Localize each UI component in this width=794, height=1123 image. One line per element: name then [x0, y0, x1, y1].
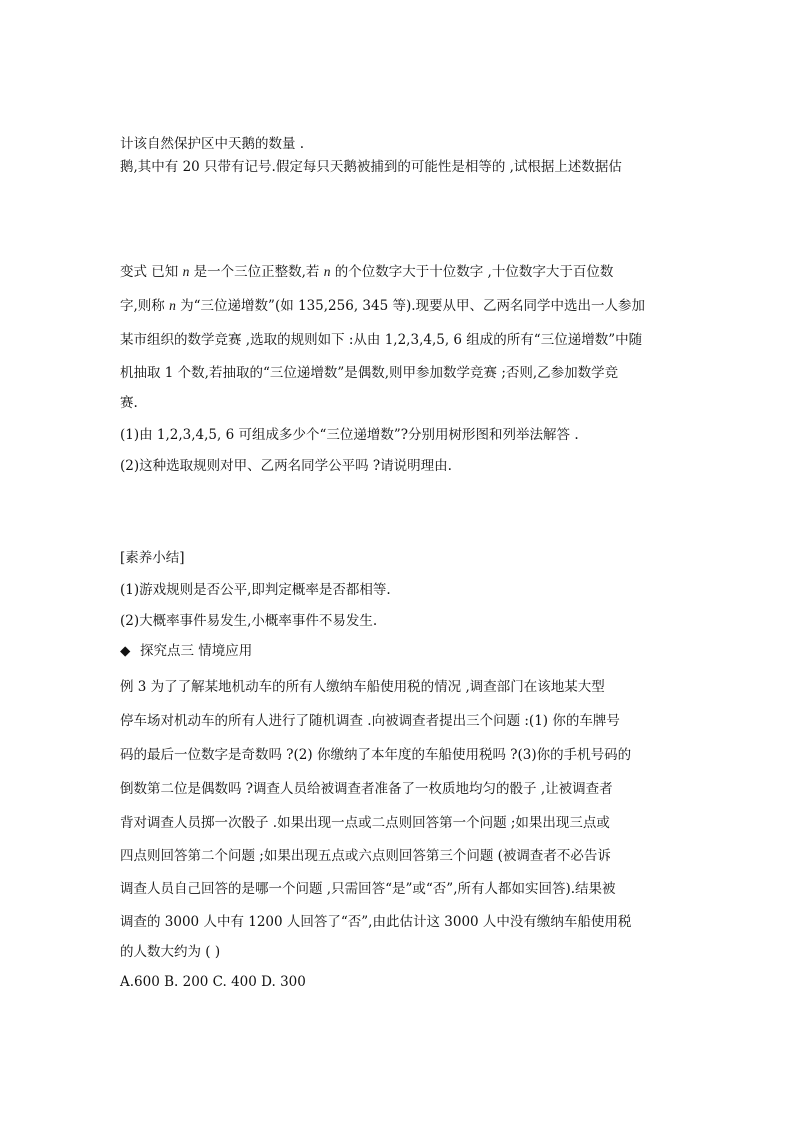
example-line: 例 3 为了了解某地机动车的所有人缴纳车船使用税的情况 ,调查部门在该地某大型 — [120, 679, 605, 695]
example-line: 四点则回答第二个问题 ;如果出现五点或六点则回答第三个问题 (被调查者不必告诉 — [120, 848, 611, 864]
example-line: 停车场对机动车的所有人进行了随机调查 .向被调查者提出三个问题 :(1) 你的车牌号 — [120, 713, 620, 729]
paragraph-line: 鹅,其中有 20 只带有记号.假定每只天鹅被捕到的可能性是相等的 ,试根据上述数据估 — [120, 159, 622, 175]
section-heading: ◆ 探究点三 情境应用 — [120, 643, 253, 659]
variant-line: 变式 已知 n 是一个三位正整数,若 n 的个位数字大于十位数字 ,十位数字大于百位数 — [120, 264, 614, 280]
example-line: 调查人员自己回答的是哪一个问题 ,只需回答“是”或“否”,所有人都如实回答).结果被 — [120, 881, 616, 897]
summary-title: [素养小结] — [120, 550, 185, 566]
example-line: 的人数大约为 ( ) — [120, 944, 221, 960]
answer-options: A.600 B. 200 C. 400 D. 300 — [120, 974, 306, 990]
variant-line: 机抽取 1 个数,若抽取的“三位递增数”是偶数,则甲参加数学竞赛 ;否则,乙参加数学竞 — [120, 365, 619, 381]
variant-line: 某市组织的数学竞赛 ,选取的规则如下 :从由 1,2,3,4,5, 6 组成的所有“三位递增数”中随 — [120, 332, 643, 348]
example-line: 调查的 3000 人中有 1200 人回答了“否”,由此估计这 3000 人中没有缴纳车船使用税 — [120, 914, 632, 930]
variant-line: 赛. — [120, 395, 138, 411]
example-line: 背对调查人员掷一次骰子 .如果出现一点或二点则回答第一个问题 ;如果出现三点或 — [120, 815, 610, 831]
question-2: (2)这种选取规则对甲、乙两名同学公平吗 ?请说明理由. — [120, 458, 452, 474]
summary-item: (2)大概率事件易发生,小概率事件不易发生. — [120, 613, 378, 629]
variant-line: 字,则称 n 为“三位递增数”(如 135,256, 345 等).现要从甲、乙两名同学中选出一人参加 — [120, 298, 646, 314]
summary-item: (1)游戏规则是否公平,即判定概率是否都相等. — [120, 582, 391, 598]
question-1: (1)由 1,2,3,4,5, 6 可组成多少个“三位递增数”?分别用树形图和列举法解答 . — [120, 427, 579, 443]
example-line: 倒数第二位是偶数吗 ?调查人员给被调查者准备了一枚质地均匀的骰子 ,让被调查者 — [120, 781, 613, 797]
paragraph-line: 计该自然保护区中天鹅的数量 . — [120, 136, 305, 152]
diamond-icon: ◆ — [120, 643, 131, 659]
example-line: 码的最后一位数字是奇数吗 ?(2) 你缴纳了本年度的车船使用税吗 ?(3)你的手机号码的 — [120, 747, 632, 763]
